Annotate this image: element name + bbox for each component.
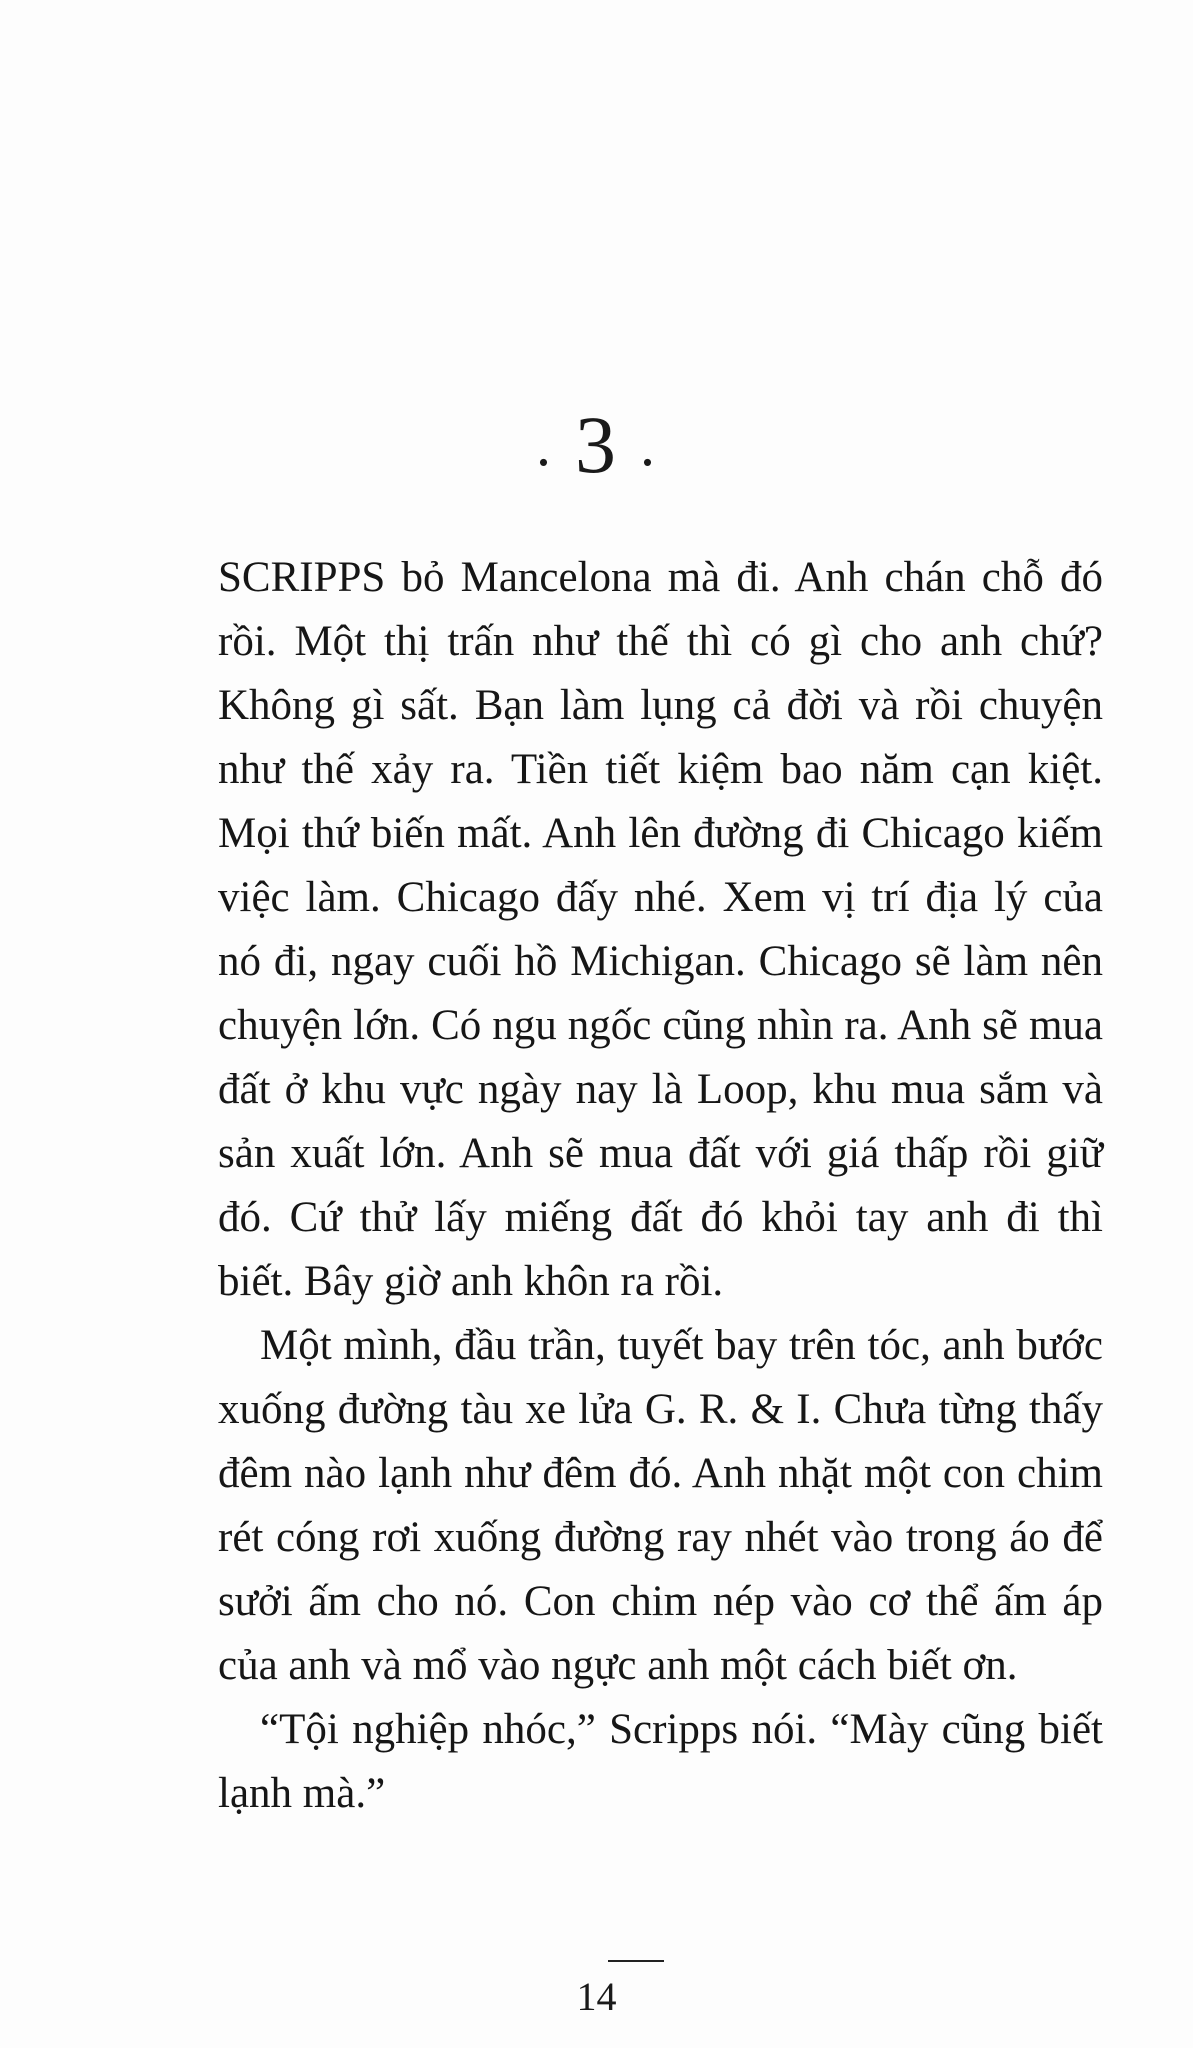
- paragraph-1: SCRIPPS bỏ Mancelona mà đi. Anh chán chỗ đó rồi. Một thị trấn như thế thì có gì cho anh chứ? Không gì sất. Bạn làm lụng cả đời và rồi chuyện như thế xảy ra. Tiền tiết kiệm bao năm cạn kiệt. Mọi thứ biến mất. Anh lên đường đi Chicago kiếm việc làm. Chicago đấy nhé. Xem vị trí địa lý của nó đi, ngay cuối hồ Michigan. Chicago sẽ làm nên chuyện lớn. Có ngu ngốc cũng nhìn ra. Anh sẽ mua đất ở khu vực ngày nay là Loop, khu mua sắm và sản xuất lớn. Anh sẽ mua đất với giá thấp rồi giữ đó. Cứ thử lấy miếng đất đó khỏi tay anh đi thì biết. Bây giờ anh khôn ra rồi.: [218, 554, 1103, 1305]
- paragraph-2: Một mình, đầu trần, tuyết bay trên tóc, anh bước xuống đường tàu xe lửa G. R. & I. Chưa từng thấy đêm nào lạnh như đêm đó. Anh nhặt một con chim rét cóng rơi xuống đường ray nhét vào trong áo để sưởi ấm cho nó. Con chim nép vào cơ thể ấm áp của anh và mổ vào ngực anh một cách biết ơn.: [218, 1322, 1103, 1689]
- paragraph-3: “Tội nghiệp nhóc,” Scripps nói. “Mày cũng biết lạnh mà.”: [218, 1706, 1103, 1817]
- page-number: 14: [576, 1974, 617, 2019]
- footer-divider: [608, 1960, 664, 1962]
- chapter-body: [218, 546, 1103, 1826]
- chapter-number: 3: [575, 399, 618, 490]
- chapter-heading: [0, 395, 1193, 503]
- chapter-dot-right: .: [640, 412, 657, 479]
- chapter-dot-left: .: [536, 412, 553, 479]
